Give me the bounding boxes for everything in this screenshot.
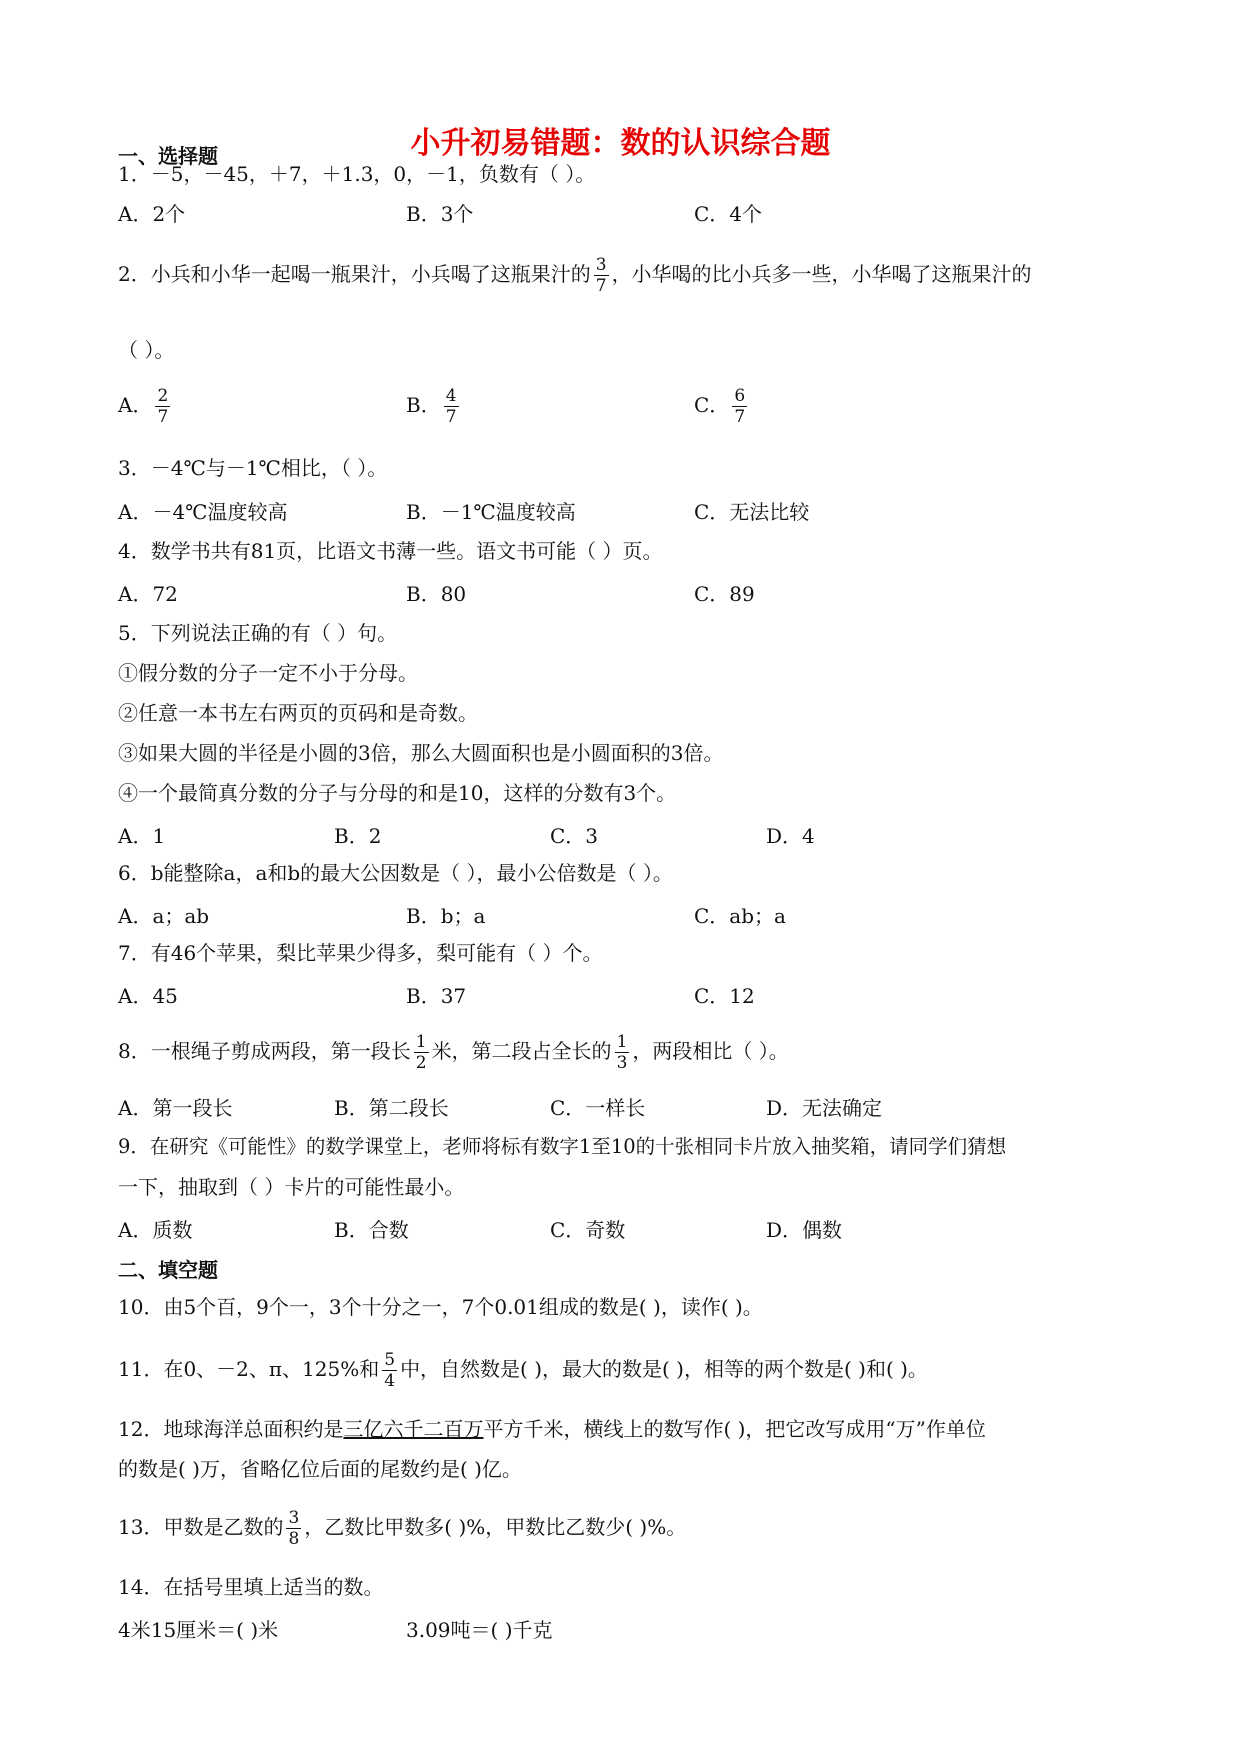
question-5-options bbox=[118, 820, 1128, 850]
option-d: D．偶数 bbox=[766, 1218, 843, 1242]
question-8-options bbox=[118, 1092, 1128, 1122]
option-c: C．ab；a bbox=[694, 904, 786, 928]
option-b: B．2 bbox=[334, 824, 382, 848]
question-12-line-2: 的数是( )万，省略亿位后面的尾数约是( )亿。 bbox=[118, 1457, 522, 1481]
fraction bbox=[382, 1350, 397, 1391]
option-a: A．－4℃温度较高 bbox=[118, 500, 288, 524]
fraction bbox=[594, 255, 609, 296]
option-c: C．89 bbox=[694, 582, 755, 606]
question-12-line-1 bbox=[118, 1416, 986, 1442]
fraction-numerator: 4 bbox=[445, 386, 457, 406]
fraction-denominator: 7 bbox=[445, 407, 457, 427]
section-heading-choice: 一、选择题 bbox=[118, 144, 218, 168]
fraction-denominator: 8 bbox=[288, 1529, 300, 1549]
option-d: D．无法确定 bbox=[766, 1096, 883, 1120]
fraction-denominator: 4 bbox=[384, 1371, 396, 1391]
fraction-denominator: 2 bbox=[415, 1053, 427, 1073]
question-2-text-pre: 2．小兵和小华一起喝一瓶果汁，小兵喝了这瓶果汁的 bbox=[118, 262, 591, 286]
option-b: B．－1℃温度较高 bbox=[406, 500, 576, 524]
question-6-options bbox=[118, 900, 1128, 930]
question-3: 3．－4℃与－1℃相比，（ ）。 bbox=[118, 456, 388, 480]
option-a bbox=[118, 386, 173, 427]
option-b: B．3个 bbox=[406, 202, 474, 226]
option-a: A．2个 bbox=[118, 202, 186, 226]
option-a: A．第一段长 bbox=[118, 1096, 233, 1120]
option-c: C．3 bbox=[550, 824, 599, 848]
option-a: A．72 bbox=[118, 582, 178, 606]
option-c: C．无法比较 bbox=[694, 500, 810, 524]
option-b bbox=[406, 386, 462, 427]
question-9-line-1: 9．在研究《可能性》的数学课堂上，老师将标有数字1至10的十张相同卡片放入抽奖箱，请同学们猜想 bbox=[118, 1135, 1007, 1158]
question-4: 4．数学书共有81页，比语文书薄一些。语文书可能（ ）页。 bbox=[118, 539, 663, 563]
question-13-text-post: ，乙数比甲数多( )%，甲数比乙数少( )%。 bbox=[304, 1515, 687, 1539]
question-12-text-post: 平方千米，横线上的数写作( )，把它改写成用“万”作单位 bbox=[483, 1417, 986, 1441]
question-7-options bbox=[118, 980, 1128, 1010]
question-10: 10．由5个百，9个一，3个十分之一，7个0.01组成的数是( )，读作( )。 bbox=[118, 1295, 763, 1319]
fraction bbox=[732, 386, 747, 427]
option-label: A． bbox=[118, 393, 153, 417]
question-11 bbox=[118, 1350, 928, 1391]
fraction-denominator: 7 bbox=[157, 407, 169, 427]
question-11-text-pre: 11．在0、－2、π、125%和 bbox=[118, 1357, 380, 1381]
option-b: B．b；a bbox=[406, 904, 486, 928]
option-c: C．奇数 bbox=[550, 1218, 626, 1242]
section-heading-fill: 二、填空题 bbox=[118, 1258, 218, 1282]
question-6: 6．b能整除a，a和b的最大公因数是（ ），最小公倍数是（ ）。 bbox=[118, 861, 673, 885]
question-8-text-post: ，两段相比（ ）。 bbox=[632, 1039, 789, 1063]
fraction-numerator: 2 bbox=[157, 386, 169, 406]
question-9-options bbox=[118, 1214, 1128, 1244]
option-c: C．一样长 bbox=[550, 1096, 646, 1120]
question-8-text-pre: 8．一根绳子剪成两段，第一段长 bbox=[118, 1039, 411, 1063]
question-8-text-mid: 米，第二段占全长的 bbox=[431, 1039, 612, 1063]
question-2-blank: （ ）。 bbox=[118, 338, 175, 362]
statement-3: ③如果大圆的半径是小圆的3倍，那么大圆面积也是小圆面积的3倍。 bbox=[118, 741, 724, 765]
option-a: A．45 bbox=[118, 984, 178, 1008]
statement-1: ①假分数的分子一定不小于分母。 bbox=[118, 661, 418, 685]
fraction-denominator: 3 bbox=[616, 1053, 628, 1073]
fraction-denominator: 7 bbox=[595, 276, 607, 296]
option-c: C．4个 bbox=[694, 202, 763, 226]
fraction bbox=[155, 386, 170, 427]
question-14-blanks bbox=[118, 1614, 1128, 1644]
fraction bbox=[615, 1032, 630, 1073]
fraction bbox=[286, 1508, 301, 1549]
question-1: 1．－5，－45，＋7，＋1.3，0，－1，负数有（ ）。 bbox=[118, 162, 596, 186]
question-7: 7．有46个苹果，梨比苹果少得多，梨可能有（ ）个。 bbox=[118, 941, 603, 965]
fraction-numerator: 6 bbox=[734, 386, 746, 406]
option-d: D．4 bbox=[766, 824, 815, 848]
fraction-numerator: 1 bbox=[415, 1032, 427, 1052]
option-c bbox=[694, 386, 750, 427]
option-a: A．质数 bbox=[118, 1218, 193, 1242]
fraction-numerator: 3 bbox=[595, 255, 607, 275]
question-4-options bbox=[118, 578, 1128, 608]
page-title: 小升初易错题：数的认识综合题 bbox=[410, 126, 831, 161]
option-label: C． bbox=[694, 393, 730, 417]
question-13-text-pre: 13．甲数是乙数的 bbox=[118, 1515, 284, 1539]
blank-conversion-2: 3.09吨＝( )千克 bbox=[406, 1618, 553, 1642]
option-b: B．合数 bbox=[334, 1218, 409, 1242]
option-a: A．1 bbox=[118, 824, 166, 848]
option-c: C．12 bbox=[694, 984, 755, 1008]
option-label: B． bbox=[406, 393, 441, 417]
question-11-text-post: 中，自然数是( )，最大的数是( )，相等的两个数是( )和( )。 bbox=[400, 1357, 928, 1381]
fraction-denominator: 7 bbox=[734, 407, 746, 427]
question-2 bbox=[118, 255, 1032, 296]
fraction-numerator: 3 bbox=[288, 1508, 300, 1528]
question-14: 14．在括号里填上适当的数。 bbox=[118, 1575, 384, 1599]
fraction-numerator: 5 bbox=[384, 1350, 396, 1370]
question-2-text-post: ，小华喝的比小兵多一些，小华喝了这瓶果汁的 bbox=[611, 262, 1032, 286]
question-12-text-pre: 12．地球海洋总面积约是 bbox=[118, 1417, 344, 1441]
fraction bbox=[414, 1032, 429, 1073]
statement-2: ②任意一本书左右两页的页码和是奇数。 bbox=[118, 701, 478, 725]
question-13 bbox=[118, 1508, 686, 1549]
question-8 bbox=[118, 1032, 789, 1073]
question-5: 5．下列说法正确的有（ ）句。 bbox=[118, 621, 398, 645]
option-b: B．第二段长 bbox=[334, 1096, 449, 1120]
option-b: B．80 bbox=[406, 582, 467, 606]
blank-conversion-1: 4米15厘米＝( )米 bbox=[118, 1618, 279, 1642]
question-9-line-2: 一下，抽取到（ ）卡片的可能性最小。 bbox=[118, 1175, 465, 1199]
statement-4: ④一个最简真分数的分子与分母的和是10，这样的分数有3个。 bbox=[118, 781, 677, 805]
underlined-number-words: 三亿六千二百万 bbox=[343, 1417, 484, 1441]
question-1-options bbox=[118, 198, 1128, 228]
option-b: B．37 bbox=[406, 984, 467, 1008]
option-a: A．a；ab bbox=[118, 904, 210, 928]
question-2-options bbox=[118, 386, 1128, 436]
question-3-options bbox=[118, 496, 1128, 526]
fraction-numerator: 1 bbox=[616, 1032, 628, 1052]
fraction bbox=[444, 386, 459, 427]
